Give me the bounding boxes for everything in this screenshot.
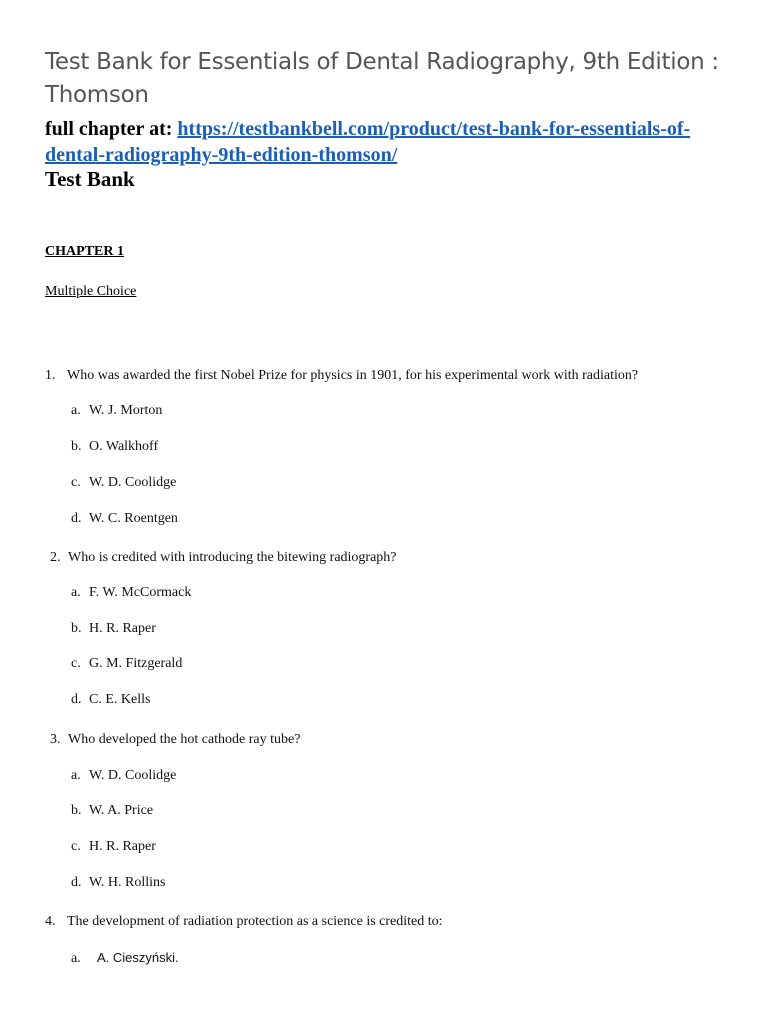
- option-letter: a.: [71, 951, 81, 966]
- option-1b: [71, 439, 158, 455]
- option-text: A. Cieszyński.: [97, 950, 179, 965]
- option-1c: [71, 475, 176, 491]
- question-4: [45, 914, 443, 930]
- option-3a: [71, 768, 176, 784]
- question-3: [50, 732, 300, 748]
- question-text: The development of radiation protection as a science is credited to:: [67, 914, 443, 929]
- option-letter: c.: [71, 839, 81, 854]
- chapter-heading: CHAPTER 1: [45, 244, 124, 259]
- option-1a: [71, 403, 162, 419]
- option-text: W. J. Morton: [89, 403, 163, 418]
- full-chapter-label: full chapter at:: [45, 118, 173, 140]
- option-text: W. A. Price: [89, 803, 154, 818]
- section-heading: Multiple Choice: [45, 284, 137, 299]
- option-text: H. R. Raper: [89, 621, 156, 636]
- option-1d: [71, 511, 178, 527]
- question-text: Who developed the hot cathode ray tube?: [68, 732, 301, 747]
- option-letter: a.: [71, 585, 81, 600]
- option-text: W. C. Roentgen: [89, 511, 178, 526]
- option-letter: b.: [71, 803, 82, 818]
- option-4a: [71, 950, 179, 967]
- option-3b: [71, 803, 153, 819]
- question-2: [50, 550, 397, 566]
- option-3c: [71, 839, 156, 855]
- option-2c: [71, 656, 182, 672]
- option-3d: [71, 875, 166, 891]
- test-bank-heading: Test Bank: [45, 167, 135, 191]
- option-text: H. R. Raper: [89, 839, 156, 854]
- option-text: O. Walkhoff: [89, 439, 159, 454]
- option-text: F. W. McCormack: [89, 585, 192, 600]
- option-2d: [71, 692, 150, 708]
- full-chapter-line: [45, 116, 735, 168]
- option-letter: d.: [71, 692, 82, 707]
- option-letter: c.: [71, 475, 81, 490]
- option-text: W. D. Coolidge: [89, 475, 177, 490]
- option-letter: c.: [71, 656, 81, 671]
- option-letter: d.: [71, 875, 82, 890]
- option-text: W. H. Rollins: [89, 875, 166, 890]
- question-number: 4.: [45, 914, 56, 929]
- question-number: 3.: [50, 732, 61, 747]
- question-text: Who was awarded the first Nobel Prize for physics in 1901, for his experimental work with radiation?: [67, 368, 639, 383]
- option-letter: b.: [71, 439, 82, 454]
- question-number: 2.: [50, 550, 61, 565]
- option-letter: d.: [71, 511, 82, 526]
- question-1: [45, 368, 638, 384]
- option-letter: b.: [71, 621, 82, 636]
- full-chapter-link[interactable]: https://testbankbell.com/product/test-bank-for-essentials-of-dental-radiography-9th-edition-thomson/: [45, 118, 691, 166]
- option-letter: a.: [71, 768, 81, 783]
- document-title: Test Bank for Essentials of Dental Radiography, 9th Edition : Thomson: [45, 49, 719, 108]
- option-2b: [71, 621, 156, 637]
- option-text: C. E. Kells: [89, 692, 151, 707]
- option-letter: a.: [71, 403, 81, 418]
- question-text: Who is credited with introducing the bitewing radiograph?: [68, 550, 397, 565]
- option-2a: [71, 585, 191, 601]
- option-text: G. M. Fitzgerald: [89, 656, 183, 671]
- option-text: W. D. Coolidge: [89, 768, 177, 783]
- question-number: 1.: [45, 368, 56, 383]
